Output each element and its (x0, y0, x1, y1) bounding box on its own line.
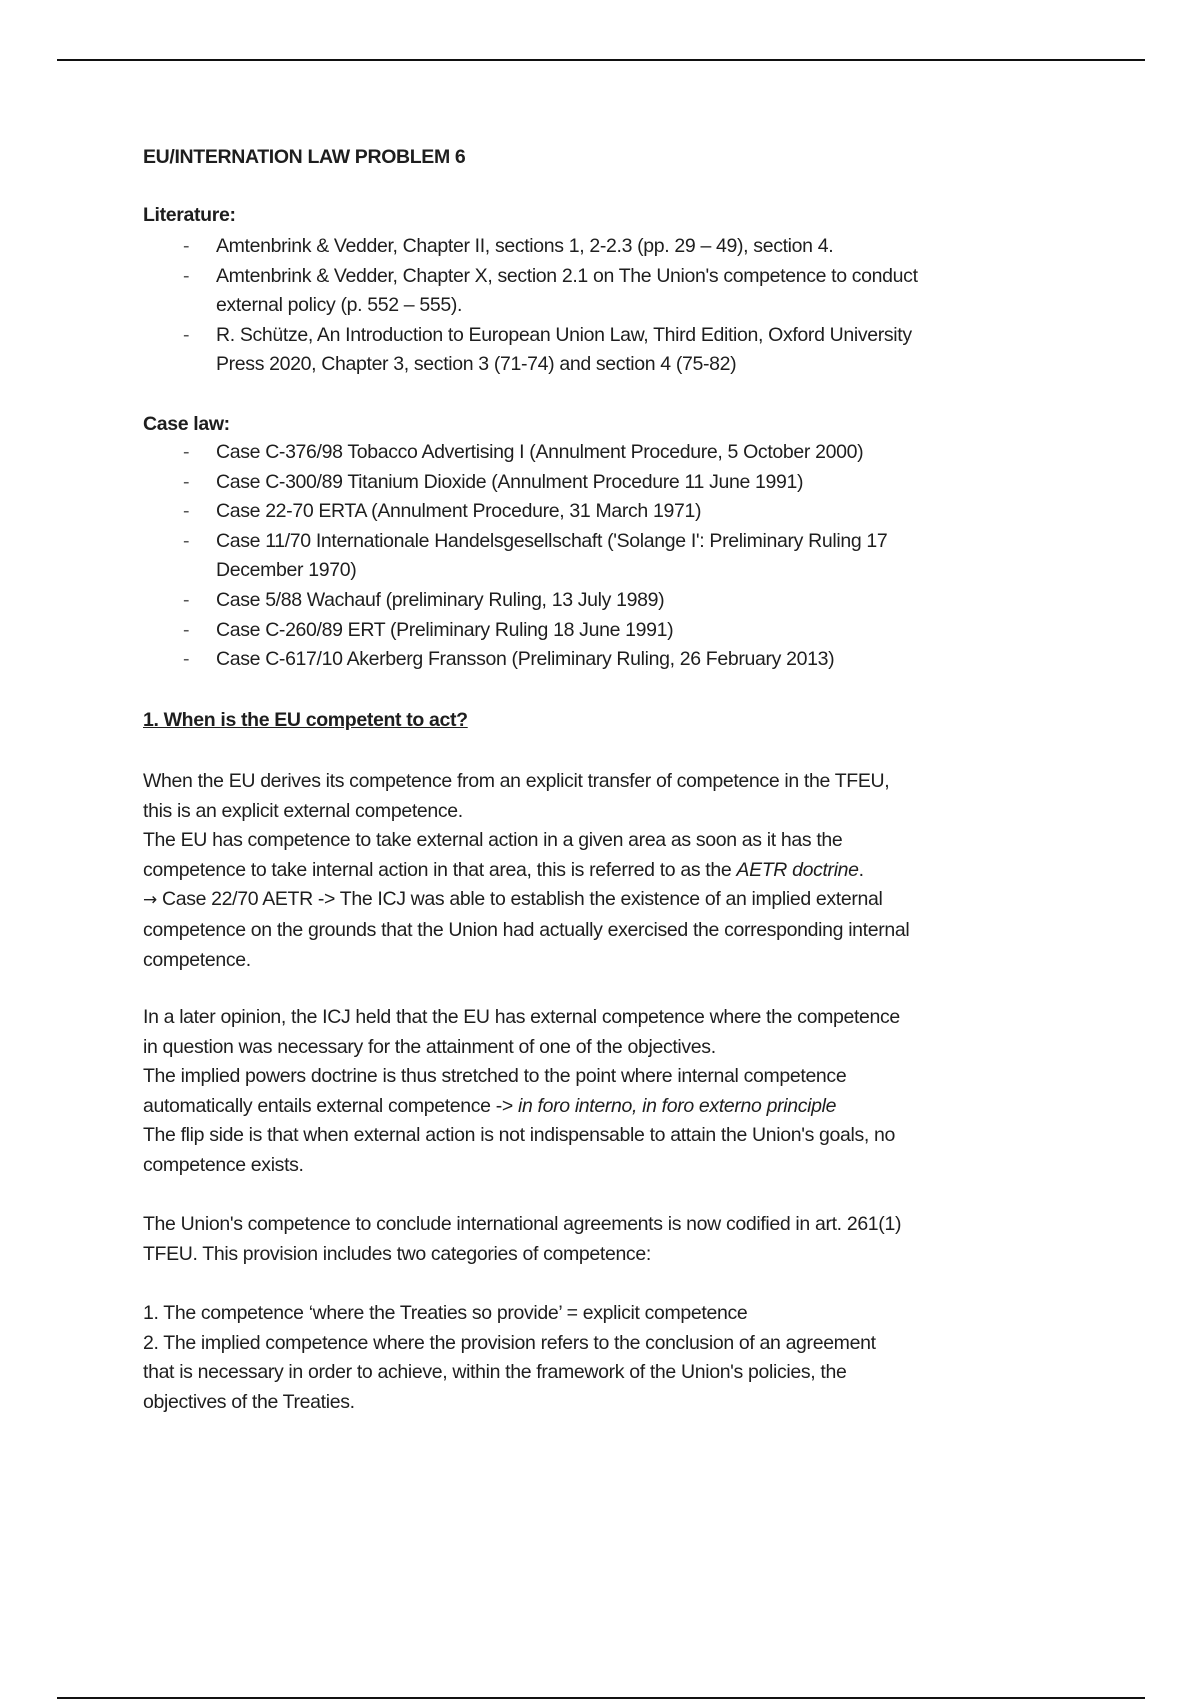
list-item (143, 232, 918, 262)
list-item-text: Case 11/70 Internationale Handelsgesellschaft ('Solange I': Preliminary Ruling 17 (216, 529, 888, 552)
text-line: The implied powers doctrine is thus stretched to the point where internal competence (143, 1065, 847, 1088)
list-item-text: Press 2020, Chapter 3, section 3 (71-74) and section 4 (75-82) (216, 353, 737, 376)
italic-term: AETR doctrine (736, 858, 859, 881)
dash-bullet-icon: - (183, 235, 190, 257)
paragraph (143, 767, 909, 975)
text-run: Case 22/70 AETR -> The ICJ was able to establish the existence of an implied external (156, 888, 883, 911)
text-line: competence exists. (143, 1153, 304, 1176)
list-item-text: Case 5/88 Wachauf (preliminary Ruling, 13 July 1989) (216, 588, 665, 611)
literature-list (143, 232, 918, 380)
dash-bullet-icon: - (183, 441, 190, 463)
text-line: In a later opinion, the ICJ held that the EU has external competence where the competence (143, 1006, 900, 1028)
list-item-text: external policy (p. 552 – 555). (216, 294, 463, 317)
text-run: . (858, 858, 864, 881)
text-line: The EU has competence to take external action in a given area as soon as it has the (143, 829, 843, 852)
list-item (143, 321, 918, 380)
paragraph (143, 1210, 901, 1269)
list-item-text: December 1970) (216, 559, 357, 582)
text-line (143, 1092, 900, 1122)
dash-bullet-icon: - (183, 529, 190, 552)
list-item-text: Case C-376/98 Tobacco Advertising I (Annulment Procedure, 5 October 2000) (216, 441, 864, 463)
text-run: automatically entails external competence -> (143, 1094, 518, 1117)
section-heading: 1. When is the EU competent to act? (143, 709, 468, 731)
dash-bullet-icon: - (183, 588, 190, 611)
dash-bullet-icon: - (183, 648, 190, 671)
list-item (143, 527, 887, 586)
list-item (143, 645, 887, 675)
text-line: TFEU. This provision includes two categories of competence: (143, 1242, 651, 1265)
text-line: in question was necessary for the attainment of one of the objectives. (143, 1035, 716, 1058)
paragraph (143, 1299, 876, 1417)
list-item-text: Amtenbrink & Vedder, Chapter II, sections 1, 2-2.3 (pp. 29 – 49), section 4. (216, 235, 834, 257)
arrow-right-icon: → (143, 890, 157, 911)
list-item-text: Case 22-70 ERTA (Annulment Procedure, 31 March 1971) (216, 500, 702, 523)
text-line: objectives of the Treaties. (143, 1390, 355, 1413)
text-line: this is an explicit external competence. (143, 799, 463, 822)
text-run: competence to take internal action in that area, this is referred to as the (143, 858, 737, 881)
text-line: that is necessary in order to achieve, within the framework of the Union's policies, the (143, 1361, 847, 1384)
list-item-text: R. Schütze, An Introduction to European Union Law, Third Edition, Oxford University (216, 323, 912, 346)
paragraph (143, 1003, 900, 1181)
footer-rule (57, 1697, 1145, 1699)
header-rule (57, 59, 1145, 61)
list-item (143, 262, 918, 321)
text-line (143, 885, 909, 916)
list-item (143, 497, 887, 527)
italic-term: in foro interno, in foro externo principle (518, 1094, 837, 1117)
list-item-text: Case C-300/89 Titanium Dioxide (Annulment Procedure 11 June 1991) (216, 470, 804, 493)
dash-bullet-icon: - (183, 323, 190, 346)
text-line: competence. (143, 948, 251, 971)
list-item (143, 586, 887, 616)
literature-heading: Literature: (143, 204, 236, 226)
text-line: competence on the grounds that the Union had actually exercised the corresponding internal (143, 918, 910, 941)
dash-bullet-icon: - (183, 500, 190, 523)
list-item (143, 438, 887, 468)
text-line: 1. The competence ‘where the Treaties so provide’ = explicit competence (143, 1302, 748, 1324)
text-line (143, 856, 909, 886)
list-item (143, 468, 887, 498)
case-law-heading: Case law: (143, 413, 230, 435)
document-title: EU/INTERNATION LAW PROBLEM 6 (143, 146, 466, 168)
dash-bullet-icon: - (183, 618, 190, 641)
list-item (143, 616, 887, 646)
dash-bullet-icon: - (183, 470, 190, 493)
list-item-text: Amtenbrink & Vedder, Chapter X, section 2.1 on The Union's competence to conduct (216, 264, 918, 287)
text-line: 2. The implied competence where the provision refers to the conclusion of an agreement (143, 1331, 876, 1354)
dash-bullet-icon: - (183, 264, 190, 287)
case-law-list (143, 438, 887, 675)
text-line: The flip side is that when external action is not indispensable to attain the Union's goals, no (143, 1124, 896, 1147)
text-line: When the EU derives its competence from an explicit transfer of competence in the TFEU, (143, 770, 890, 792)
text-line: The Union's competence to conclude international agreements is now codified in art. 261(1) (143, 1213, 902, 1235)
list-item-text: Case C-617/10 Akerberg Fransson (Preliminary Ruling, 26 February 2013) (216, 648, 835, 671)
list-item-text: Case C-260/89 ERT (Preliminary Ruling 18 June 1991) (216, 618, 674, 641)
